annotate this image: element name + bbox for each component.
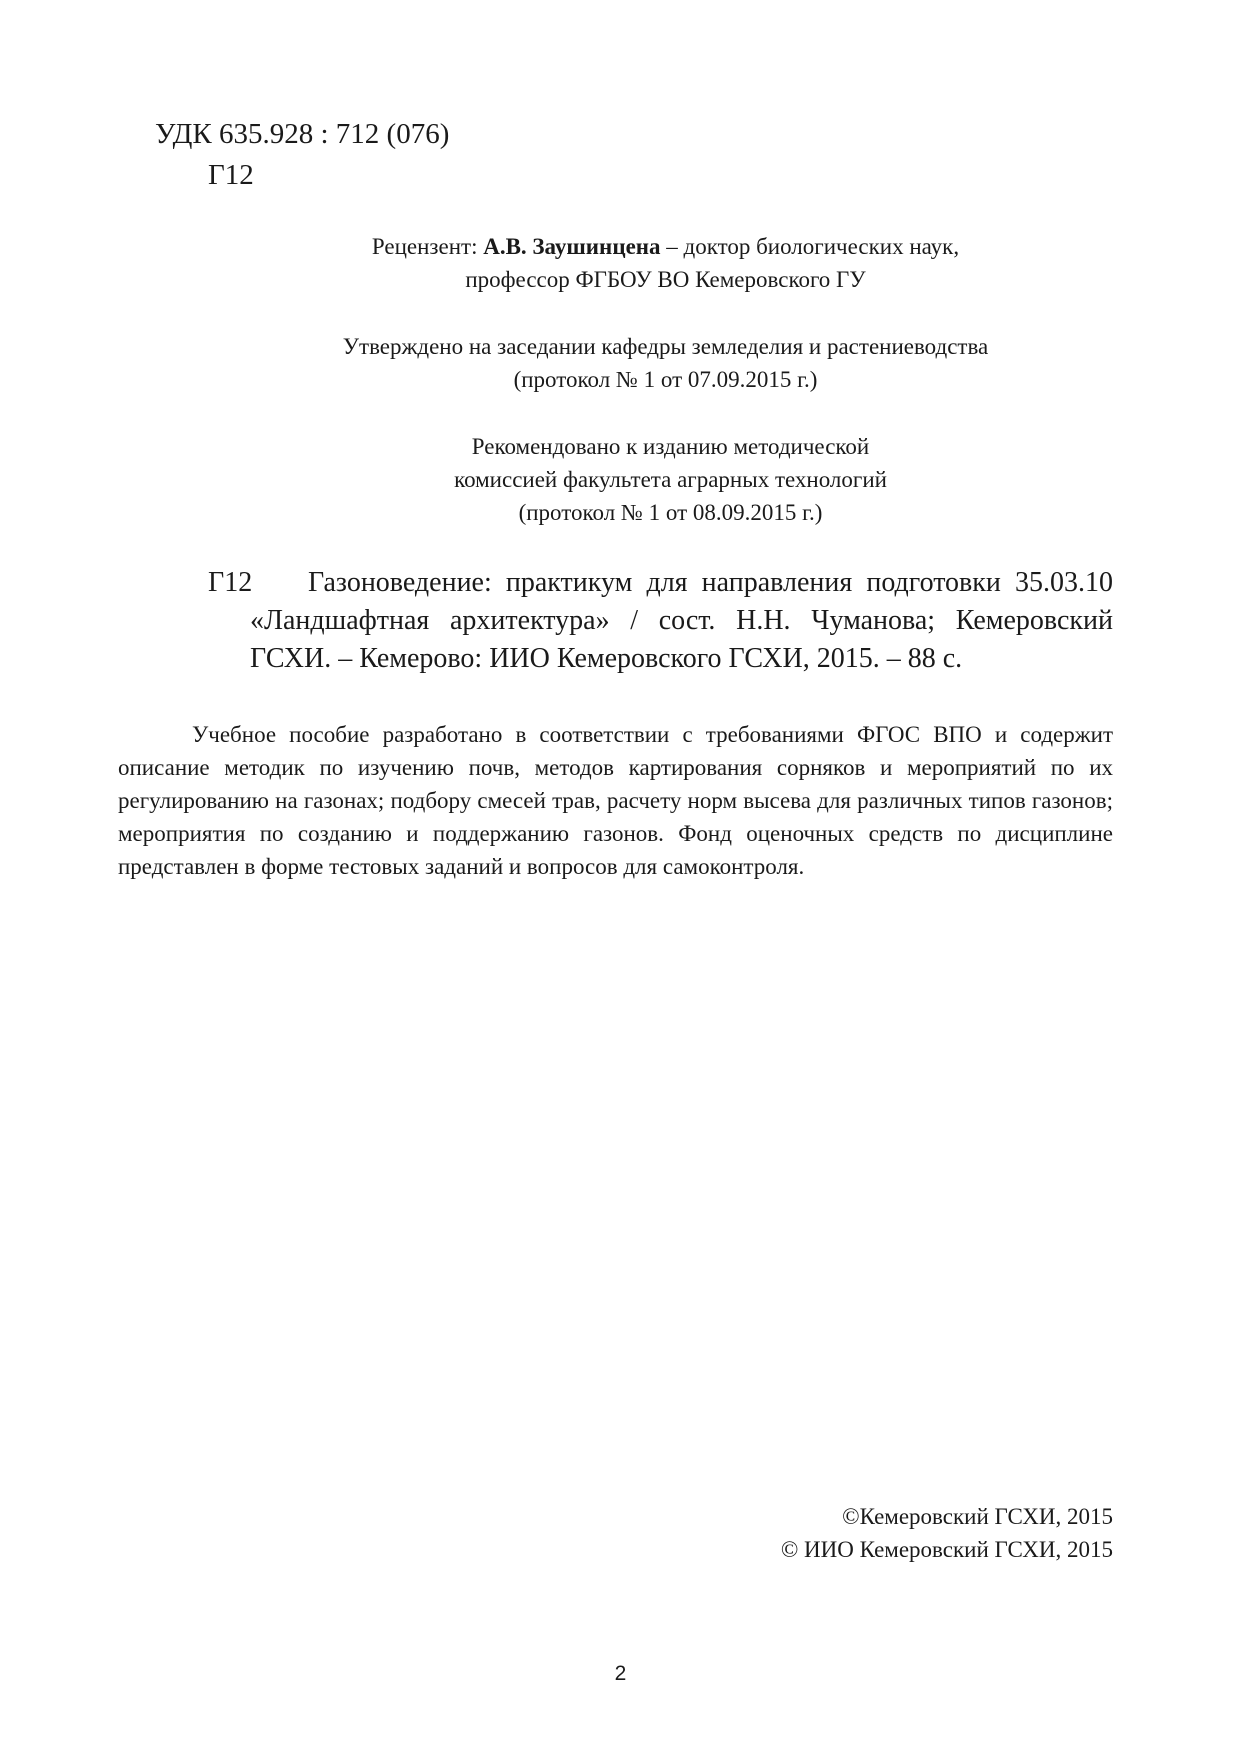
- copyright-line-2: © ИИО Кемеровский ГСХИ, 2015: [780, 1537, 1113, 1562]
- approval-block: [0, 330, 1241, 396]
- recommendation-protocol: (протокол № 1 от 08.09.2015 г.): [518, 500, 823, 525]
- copyright-block: [781, 1500, 1113, 1566]
- reviewer-title: – доктор биологических наук,: [660, 234, 960, 259]
- reviewer-block: [0, 230, 1241, 296]
- recommendation-line-1: Рекомендовано к изданию методической: [471, 434, 870, 459]
- bibliographic-description: Газоноведение: практикум для направления подготовки 35.03.10 «Ландшафтная архитектура» / сост. Н.Н. Чуманова; Кемеровский ГСХИ. – Кемерово: ИИО Кемеровского ГСХИ, 2015. – 88 с.: [250, 567, 1113, 674]
- reviewer-name: А.В. Заушинцена: [483, 234, 661, 259]
- author-mark: Г12: [208, 159, 254, 191]
- page-number: 2: [614, 1662, 627, 1685]
- copyright-line-1: ©Кемеровский ГСХИ, 2015: [842, 1504, 1113, 1529]
- recommendation-block: [0, 430, 1241, 529]
- approval-line: Утверждено на заседании кафедры земледелия и растениеводства: [342, 334, 989, 359]
- recommendation-line-2: комиссией факультета аграрных технологий: [454, 467, 887, 492]
- approval-protocol: (протокол № 1 от 07.09.2015 г.): [513, 367, 818, 392]
- reviewer-position: профессор ФГБОУ ВО Кемеровского ГУ: [465, 267, 866, 292]
- reviewer-label: Рецензент:: [371, 234, 484, 259]
- udk-classification: УДК 635.928 : 712 (076): [155, 118, 450, 150]
- abstract-paragraph: Учебное пособие разработано в соответствии с требованиями ФГОС ВПО и содержит описание методик по изучению почв, методов картирования сорняков и мероприятий по их регулированию на газонах; подбору смесей трав, расчету норм высева для различных типов газонов; мероприятия по созданию и поддержанию газонов. Фонд оценочных средств по дисциплине представлен в форме тестовых заданий и вопросов для самоконтроля.: [118, 722, 1113, 879]
- bibliographic-author-mark: Г12: [208, 567, 253, 598]
- reviewer-line: [0, 230, 1241, 263]
- bibliographic-record: [208, 564, 1113, 678]
